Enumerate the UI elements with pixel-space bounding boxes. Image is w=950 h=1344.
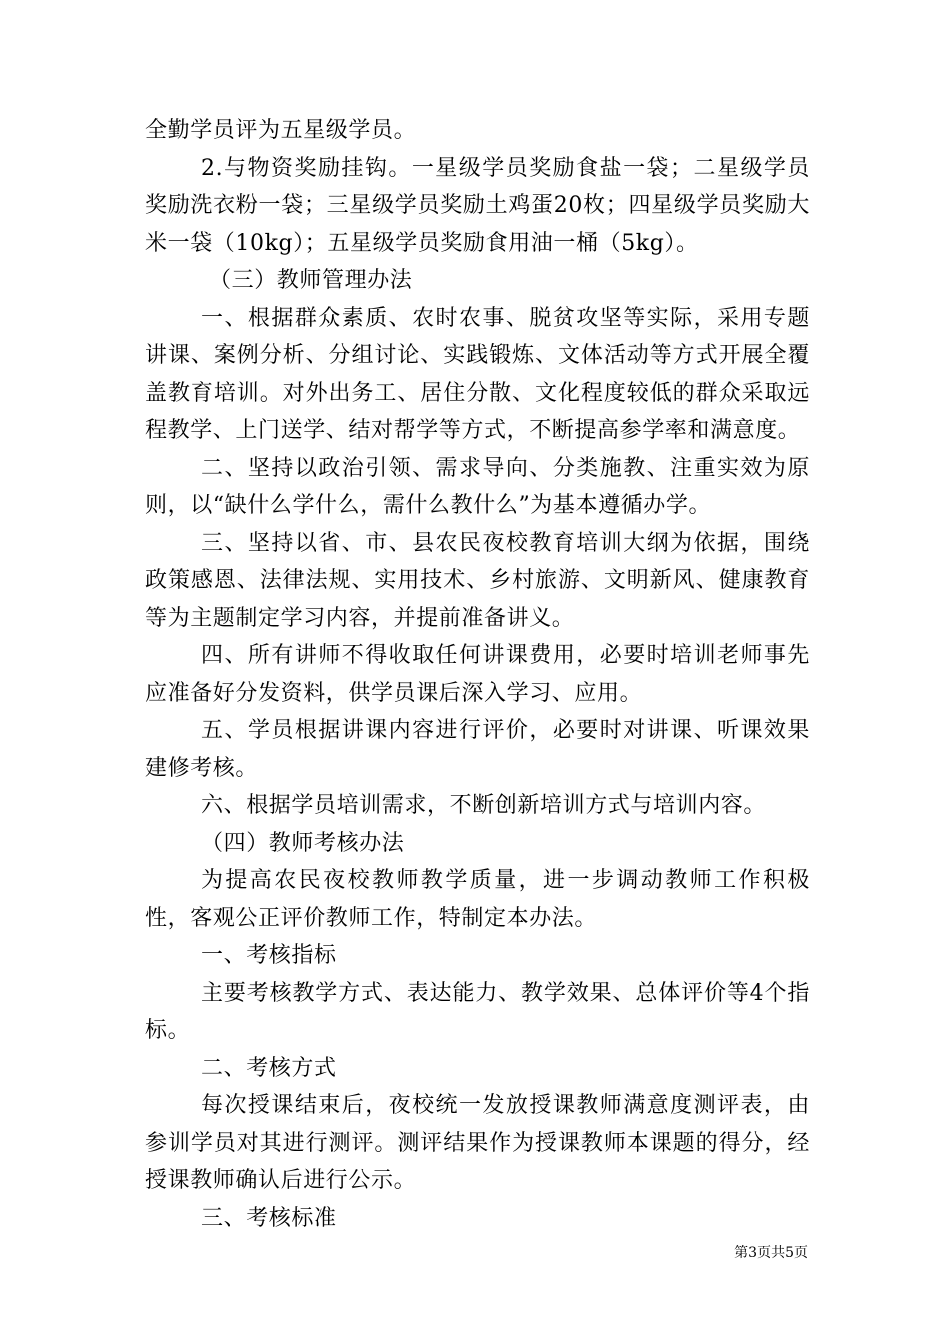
section-heading-teacher-assessment: （四）教师考核办法: [201, 830, 405, 856]
paragraph-management-4: 四、所有讲师不得收取任何讲课费用，必要时培训老师事先应准备好分发资料，供学员课后深入学习、应用。: [145, 643, 810, 706]
paragraph-management-6: 六、根据学员培训需求，不断创新培训方式与培训内容。: [201, 793, 767, 818]
paragraph-assessment-intro: 为提高农民夜校教师教学质量，进一步调动教师工作积极性，客观公正评价教师工作，特制定本办法。: [145, 868, 810, 931]
paragraph-continuation: 全勤学员评为五星级学员。: [145, 118, 417, 143]
subheading-assessment-method: 二、考核方式: [201, 1055, 337, 1081]
paragraph-management-5: 五、学员根据讲课内容进行评价，必要时对讲课、听课效果建修考核。: [145, 718, 810, 781]
paragraph-assessment-indicators: 主要考核教学方式、表达能力、教学效果、总体评价等4个指标。: [145, 980, 810, 1043]
section-heading-teacher-management: （三）教师管理办法: [209, 268, 413, 293]
paragraph-management-2: 二、坚持以政治引领、需求导向、分类施教、注重实效为原则，以“缺什么学什么，需什么教什么”为基本遵循办学。: [145, 455, 810, 518]
paragraph-management-1: 一、根据群众素质、农时农事、脱贫攻坚等实际，采用专题讲课、案例分析、分组讨论、实践锻炼、文体活动等方式开展全覆盖教育培训。对外出务工、居住分散、文化程度较低的群众采取远程教学、上门送学、结对帮学等方式，不断提高参学率和满意度。: [145, 305, 810, 443]
document-body: [145, 112, 810, 1237]
subheading-assessment-indicators: 一、考核指标: [201, 943, 337, 968]
paragraph-management-3: 三、坚持以省、市、县农民夜校教育培训大纲为依据，围绕政策感恩、法律法规、实用技术、乡村旅游、文明新风、健康教育等为主题制定学习内容，并提前准备讲义。: [145, 530, 810, 631]
page-number: 第3页共5页: [734, 1245, 808, 1261]
subheading-assessment-standard: 三、考核标准: [201, 1205, 337, 1231]
paragraph-material-rewards: 2.与物资奖励挂钩。一星级学员奖励食盐一袋；二星级学员奖励洗衣粉一袋；三星级学员奖励土鸡蛋20枚；四星级学员奖励大米一袋（10kg）；五星级学员奖励食用油一桶（5kg）。: [145, 155, 810, 256]
paragraph-assessment-method: 每次授课结束后，夜校统一发放授课教师满意度测评表，由参训学员对其进行测评。测评结果作为授课教师本课题的得分，经授课教师确认后进行公示。: [145, 1093, 810, 1193]
